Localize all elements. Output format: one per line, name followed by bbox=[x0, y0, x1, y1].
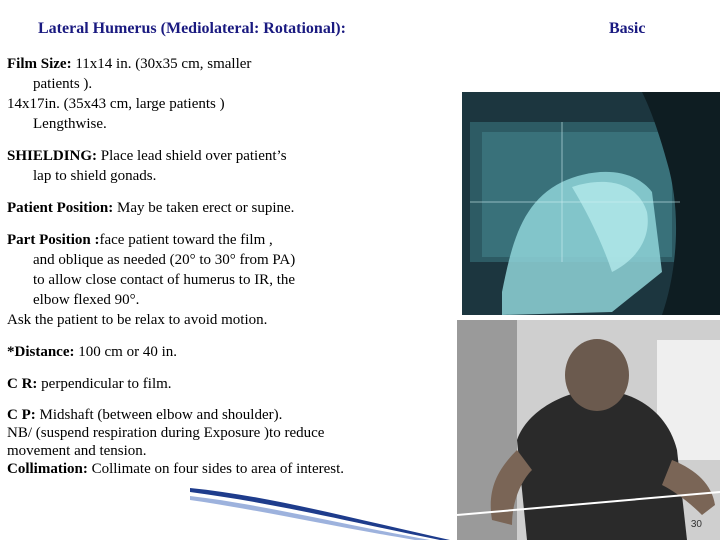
center-point-line2: NB/ (suspend respiration during Exposure )to reduce bbox=[7, 425, 325, 441]
center-point-label: C P: bbox=[7, 407, 36, 423]
part-position-line4: elbow flexed 90°. bbox=[33, 292, 140, 308]
xray-illustration bbox=[462, 92, 720, 315]
collimation-label: Collimation: bbox=[7, 461, 88, 477]
content-body bbox=[7, 54, 457, 478]
decorative-swoosh bbox=[190, 478, 450, 540]
swoosh-light bbox=[190, 496, 430, 540]
center-point-text: Midshaft (between elbow and shoulder). bbox=[35, 407, 283, 423]
center-point-block bbox=[7, 406, 457, 478]
central-ray-block bbox=[7, 374, 457, 394]
film-size-label: Film Size: bbox=[7, 56, 72, 72]
film-size-line1: 11x14 in. (30x35 cm, smaller bbox=[71, 56, 252, 72]
distance-label: *Distance: bbox=[7, 344, 75, 360]
patient-position-text: May be taken erect or supine. bbox=[113, 200, 295, 216]
xray-image bbox=[462, 92, 720, 315]
part-position-line2: and oblique as needed (20° to 30° from PA) bbox=[33, 252, 296, 268]
central-ray-text: perpendicular to film. bbox=[37, 376, 172, 392]
film-size-block bbox=[7, 54, 457, 134]
shielding-label: SHIELDING: bbox=[7, 148, 98, 164]
distance-text: 100 cm or 40 in. bbox=[74, 344, 177, 360]
part-position-line5: Ask the patient to be relax to avoid motion. bbox=[7, 312, 268, 328]
center-point-line3: movement and tension. bbox=[7, 443, 147, 459]
slide-number: 30 bbox=[690, 519, 702, 530]
slide-title-left: Lateral Humerus (Mediolateral: Rotational): bbox=[38, 20, 346, 37]
positioning-illustration bbox=[457, 320, 720, 540]
part-position-block bbox=[7, 230, 457, 330]
part-position-line3: to allow close contact of humerus to IR, the bbox=[33, 272, 296, 288]
distance-block bbox=[7, 342, 457, 362]
central-ray-label: C R: bbox=[7, 376, 38, 392]
patient-position-label: Patient Position: bbox=[7, 200, 114, 216]
positioning-photo bbox=[457, 320, 720, 540]
part-position-label: Part Position : bbox=[7, 232, 100, 248]
slide-title-right: Basic bbox=[609, 20, 646, 37]
film-size-line3: 14x17in. (35x43 cm, large patients ) bbox=[7, 96, 225, 112]
collimation-text: Collimate on four sides to area of interest. bbox=[87, 461, 345, 477]
shielding-line1: Place lead shield over patient’s bbox=[97, 148, 287, 164]
film-size-line4: Lengthwise. bbox=[33, 116, 107, 132]
swoosh-blue bbox=[190, 488, 450, 540]
part-position-line1: face patient toward the film , bbox=[99, 232, 273, 248]
shielding-block bbox=[7, 146, 457, 186]
film-size-line2: patients ). bbox=[33, 76, 93, 92]
patient-position-block bbox=[7, 198, 457, 218]
shielding-line2: lap to shield gonads. bbox=[33, 168, 157, 184]
